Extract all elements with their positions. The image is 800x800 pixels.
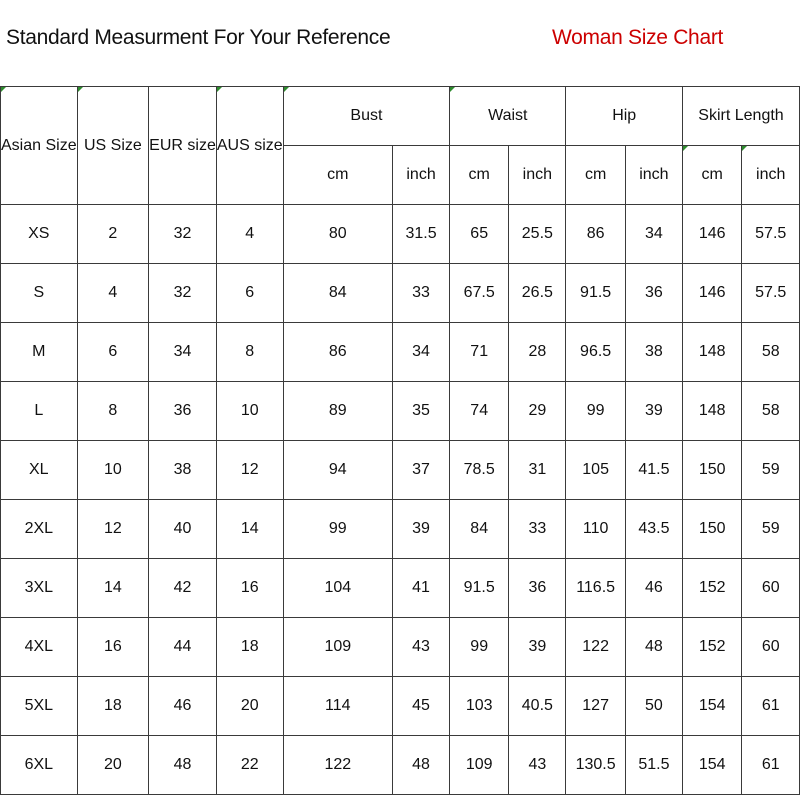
table-row <box>1 677 800 736</box>
table-cell: 146 <box>682 205 741 264</box>
table-cell: 89 <box>283 382 392 441</box>
table-cell: 104 <box>283 559 392 618</box>
table-cell: 25.5 <box>509 205 566 264</box>
header-eur-size: EUR size <box>149 87 217 205</box>
table-cell: 99 <box>450 618 509 677</box>
table-cell: 2XL <box>1 500 78 559</box>
table-cell: 38 <box>625 323 682 382</box>
table-cell: M <box>1 323 78 382</box>
table-cell: 50 <box>625 677 682 736</box>
table-cell: 150 <box>682 500 741 559</box>
table-cell: 29 <box>509 382 566 441</box>
table-cell: 57.5 <box>742 205 800 264</box>
table-cell: 96.5 <box>566 323 625 382</box>
table-cell: 110 <box>566 500 625 559</box>
table-cell: 31 <box>509 441 566 500</box>
table-row <box>1 382 800 441</box>
unit-header: inch <box>625 146 682 205</box>
table-cell: 122 <box>566 618 625 677</box>
table-cell: 26.5 <box>509 264 566 323</box>
table-cell: 65 <box>450 205 509 264</box>
table-cell: 148 <box>682 323 741 382</box>
unit-header: cm <box>682 146 741 205</box>
unit-header: cm <box>283 146 392 205</box>
table-cell: 3XL <box>1 559 78 618</box>
table-cell: 39 <box>509 618 566 677</box>
unit-header: cm <box>566 146 625 205</box>
table-cell: 14 <box>216 500 283 559</box>
table-row <box>1 205 800 264</box>
unit-header: inch <box>509 146 566 205</box>
table-row <box>1 500 800 559</box>
table-cell: 12 <box>216 441 283 500</box>
table-cell: 33 <box>509 500 566 559</box>
table-cell: 20 <box>216 677 283 736</box>
table-cell: 148 <box>682 382 741 441</box>
table-cell: 40.5 <box>509 677 566 736</box>
table-cell: 16 <box>77 618 149 677</box>
table-cell: 43 <box>509 736 566 795</box>
table-cell: 61 <box>742 677 800 736</box>
table-cell: 59 <box>742 500 800 559</box>
table-cell: 37 <box>392 441 449 500</box>
table-cell: 48 <box>625 618 682 677</box>
table-cell: 34 <box>625 205 682 264</box>
table-cell: 45 <box>392 677 449 736</box>
table-cell: 127 <box>566 677 625 736</box>
table-cell: L <box>1 382 78 441</box>
header-waist: Waist <box>450 87 566 146</box>
table-cell: 36 <box>625 264 682 323</box>
table-cell: 48 <box>392 736 449 795</box>
table-cell: 74 <box>450 382 509 441</box>
table-cell: 152 <box>682 618 741 677</box>
table-cell: 35 <box>392 382 449 441</box>
table-cell: 91.5 <box>566 264 625 323</box>
table-cell: 43 <box>392 618 449 677</box>
table-cell: 80 <box>283 205 392 264</box>
table-cell: 116.5 <box>566 559 625 618</box>
chart-title: Woman Size Chart <box>552 26 724 49</box>
page-title: Standard Measurment For Your Reference <box>6 26 391 49</box>
header-row-groups <box>1 87 800 146</box>
table-cell: 39 <box>392 500 449 559</box>
table-cell: 33 <box>392 264 449 323</box>
table-cell: 86 <box>566 205 625 264</box>
table-cell: 10 <box>216 382 283 441</box>
table-cell: 40 <box>149 500 217 559</box>
header-bust: Bust <box>283 87 449 146</box>
table-cell: 6XL <box>1 736 78 795</box>
table-cell: 5XL <box>1 677 78 736</box>
unit-header: inch <box>392 146 449 205</box>
table-cell: 84 <box>450 500 509 559</box>
unit-header: cm <box>450 146 509 205</box>
table-cell: 46 <box>149 677 217 736</box>
table-cell: 34 <box>392 323 449 382</box>
table-row <box>1 323 800 382</box>
table-cell: 60 <box>742 618 800 677</box>
table-cell: 14 <box>77 559 149 618</box>
header <box>0 0 800 86</box>
table-cell: 28 <box>509 323 566 382</box>
table-cell: 39 <box>625 382 682 441</box>
header-hip: Hip <box>566 87 683 146</box>
table-cell: 86 <box>283 323 392 382</box>
table-cell: 51.5 <box>625 736 682 795</box>
table-cell: 48 <box>149 736 217 795</box>
table-cell: 91.5 <box>450 559 509 618</box>
table-row <box>1 559 800 618</box>
table-cell: 152 <box>682 559 741 618</box>
table-cell: 99 <box>283 500 392 559</box>
table-cell: 32 <box>149 205 217 264</box>
table-cell: 41.5 <box>625 441 682 500</box>
table-cell: 8 <box>216 323 283 382</box>
table-cell: 103 <box>450 677 509 736</box>
table-cell: 154 <box>682 736 741 795</box>
table-cell: 59 <box>742 441 800 500</box>
table-row <box>1 736 800 795</box>
size-chart-table <box>0 86 800 795</box>
table-cell: 42 <box>149 559 217 618</box>
table-cell: 6 <box>216 264 283 323</box>
table-cell: 109 <box>283 618 392 677</box>
table-cell: 84 <box>283 264 392 323</box>
table-cell: 154 <box>682 677 741 736</box>
table-row <box>1 441 800 500</box>
table-cell: 8 <box>77 382 149 441</box>
table-cell: 36 <box>149 382 217 441</box>
header-asian-size: Asian Size <box>1 87 78 205</box>
table-cell: 43.5 <box>625 500 682 559</box>
table-cell: 146 <box>682 264 741 323</box>
header-skirt-length: Skirt Length <box>682 87 799 146</box>
unit-header: inch <box>742 146 800 205</box>
table-cell: 34 <box>149 323 217 382</box>
table-cell: 57.5 <box>742 264 800 323</box>
table-cell: 109 <box>450 736 509 795</box>
table-row <box>1 264 800 323</box>
table-cell: 99 <box>566 382 625 441</box>
table-cell: 32 <box>149 264 217 323</box>
table-cell: 18 <box>216 618 283 677</box>
table-cell: 20 <box>77 736 149 795</box>
table-cell: 12 <box>77 500 149 559</box>
table-cell: 61 <box>742 736 800 795</box>
header-aus-size: AUS size <box>216 87 283 205</box>
table-cell: 150 <box>682 441 741 500</box>
table-cell: 10 <box>77 441 149 500</box>
table-cell: 114 <box>283 677 392 736</box>
table-cell: 60 <box>742 559 800 618</box>
header-us-size: US Size <box>77 87 149 205</box>
table-cell: 2 <box>77 205 149 264</box>
table-cell: 4 <box>77 264 149 323</box>
table-cell: 6 <box>77 323 149 382</box>
table-cell: 46 <box>625 559 682 618</box>
table-cell: 94 <box>283 441 392 500</box>
table-cell: 78.5 <box>450 441 509 500</box>
table-cell: 44 <box>149 618 217 677</box>
table-cell: 16 <box>216 559 283 618</box>
table-cell: 58 <box>742 323 800 382</box>
table-cell: 36 <box>509 559 566 618</box>
table-body <box>1 205 800 795</box>
table-cell: 58 <box>742 382 800 441</box>
table-cell: 41 <box>392 559 449 618</box>
table-cell: XS <box>1 205 78 264</box>
table-cell: 18 <box>77 677 149 736</box>
table-cell: 122 <box>283 736 392 795</box>
table-cell: S <box>1 264 78 323</box>
table-cell: 31.5 <box>392 205 449 264</box>
table-row <box>1 618 800 677</box>
table-cell: 38 <box>149 441 217 500</box>
table-cell: 22 <box>216 736 283 795</box>
table-cell: 4XL <box>1 618 78 677</box>
table-cell: 4 <box>216 205 283 264</box>
table-cell: 67.5 <box>450 264 509 323</box>
table-cell: 105 <box>566 441 625 500</box>
table-cell: 130.5 <box>566 736 625 795</box>
table-cell: 71 <box>450 323 509 382</box>
table-cell: XL <box>1 441 78 500</box>
